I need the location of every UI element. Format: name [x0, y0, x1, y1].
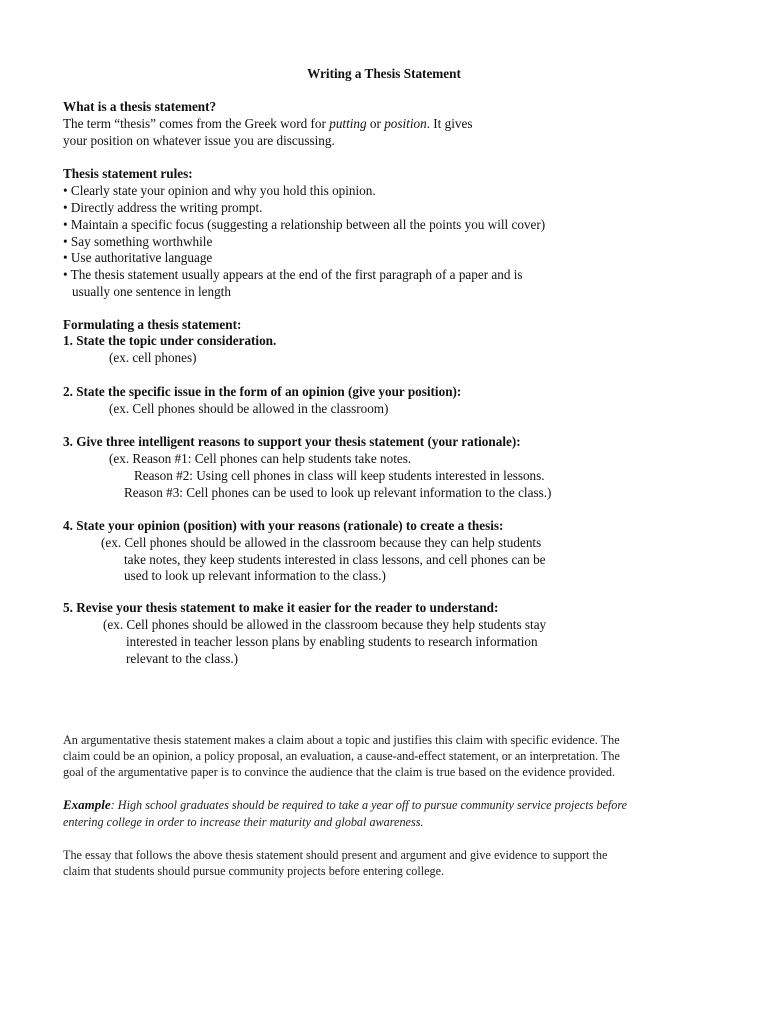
step-4: 4. State your opinion (position) with your reasons (rationale) to create a thesis:: [63, 518, 504, 533]
step-5-example-line: interested in teacher lesson plans by enabling students to research information: [126, 634, 538, 649]
text-segment: . It gives: [426, 116, 473, 131]
paragraph-line: your position on whatever issue you are discussing.: [63, 133, 335, 148]
rule-item-continuation: usually one sentence in length: [72, 284, 231, 299]
step-5-example-line: relevant to the class.): [126, 651, 239, 666]
rule-item: • Say something worthwhile: [63, 234, 213, 249]
example-label: Example: [63, 797, 111, 812]
italic-term-position: position: [384, 116, 427, 131]
step-2-example: (ex. Cell phones should be allowed in the classroom): [109, 401, 389, 416]
section-heading-what: What is a thesis statement?: [63, 99, 217, 114]
argumentative-paragraph-line: claim could be an opinion, a policy proposal, an evaluation, a cause-and-effect statement, or an interpretation. The: [63, 749, 620, 763]
essay-paragraph-line: claim that students should pursue community projects before entering college.: [63, 864, 445, 878]
step-4-example-line: take notes, they keep students interested in class lessons, and cell phones can be: [124, 552, 546, 567]
argumentative-paragraph-line: goal of the argumentative paper is to convince the audience that the claim is true based on the evidence provided.: [63, 765, 616, 779]
example-line: entering college in order to increase their maturity and global awareness.: [63, 815, 424, 829]
step-5: 5. Revise your thesis statement to make it easier for the reader to understand:: [63, 600, 499, 615]
section-heading-rules: Thesis statement rules:: [63, 166, 193, 181]
argumentative-paragraph-line: An argumentative thesis statement makes a claim about a topic and justifies this claim with specific evidence. The: [63, 733, 620, 747]
rule-item: • Clearly state your opinion and why you hold this opinion.: [63, 183, 376, 198]
paragraph-line: [63, 116, 472, 133]
step-3-example-line: Reason #3: Cell phones can be used to look up relevant information to the class.): [124, 485, 552, 500]
essay-paragraph-line: The essay that follows the above thesis statement should present and argument and give evidence to support the: [63, 848, 608, 862]
step-4-example-line: (ex. Cell phones should be allowed in the classroom because they can help students: [101, 535, 542, 550]
step-1-example: (ex. cell phones): [109, 350, 197, 365]
rule-item: • Use authoritative language: [63, 250, 213, 265]
step-1: 1. State the topic under consideration.: [63, 333, 277, 348]
step-5-example-line: (ex. Cell phones should be allowed in the classroom because they help students stay: [103, 617, 547, 632]
example-text: : High school graduates should be required to take a year off to pursue community service projects before: [110, 798, 628, 812]
section-heading-formulating: Formulating a thesis statement:: [63, 317, 242, 332]
step-3: 3. Give three intelligent reasons to support your thesis statement (your rationale):: [63, 434, 521, 449]
rule-item: • Directly address the writing prompt.: [63, 200, 263, 215]
page-title: Writing a Thesis Statement: [307, 66, 461, 81]
step-3-example-line: Reason #2: Using cell phones in class will keep students interested in lessons.: [134, 468, 545, 483]
rule-item: • The thesis statement usually appears at the end of the first paragraph of a paper and is: [63, 267, 523, 282]
text-segment: or: [366, 116, 385, 131]
text-segment: The term “thesis” comes from the Greek word for: [63, 116, 330, 131]
rule-item: • Maintain a specific focus (suggesting a relationship between all the points you will cover): [63, 217, 546, 232]
italic-term-putting: putting: [329, 116, 367, 131]
example-line: [63, 797, 627, 813]
step-2: 2. State the specific issue in the form of an opinion (give your position):: [63, 384, 462, 399]
step-3-example-line: (ex. Reason #1: Cell phones can help students take notes.: [109, 451, 412, 466]
step-4-example-line: used to look up relevant information to the class.): [124, 568, 386, 583]
